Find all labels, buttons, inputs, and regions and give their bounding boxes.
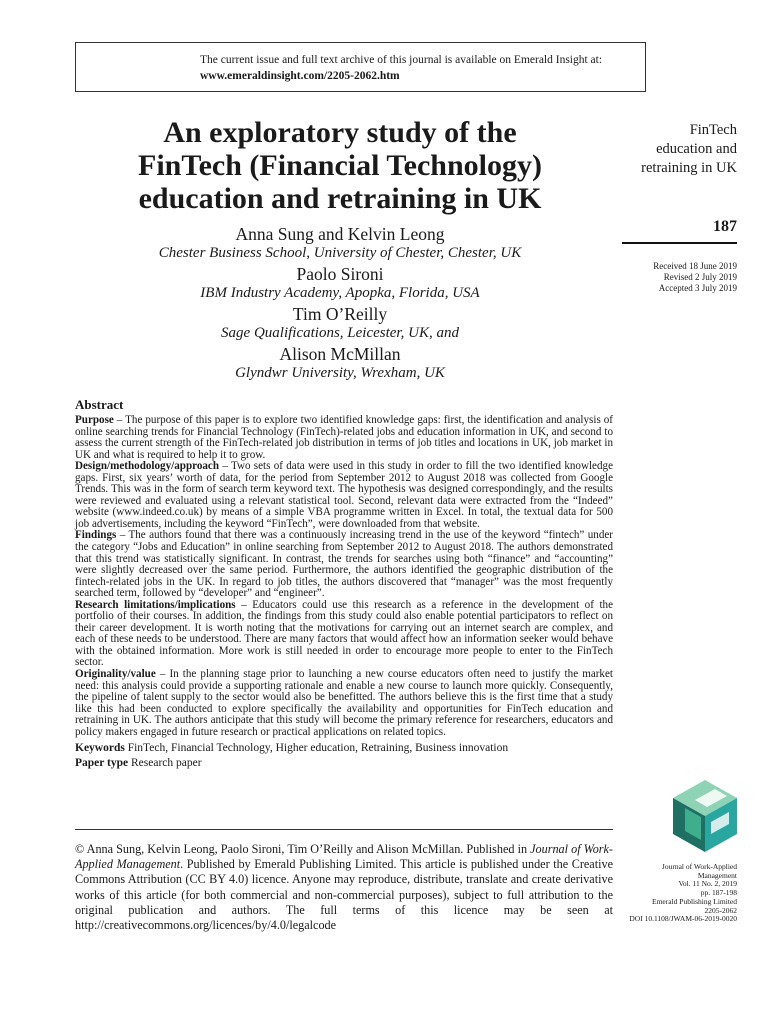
license-text: © Anna Sung, Kelvin Leong, Paolo Sironi, Tim O’Reilly and Alison McMillan. Published in	[75, 842, 531, 856]
title-line-1: An exploratory study of the	[163, 116, 517, 149]
author-name: Paolo Sironi	[296, 264, 384, 284]
section-text: – The purpose of this paper is to explore two identified knowledge gaps: first, the identification and analysis of online searching trends for Financial Technology (FinTech)-related jobs and education information in UK, and second to assess the current strength of the FinTech-related job distribution in terms of job titles and locations in UK, job market in UK and what is required to help it to grow.	[75, 414, 613, 461]
section-text: – The authors found that there was a continuously increasing trend in the use of the keyword “fintech” under the category “Jobs and Education” in online searching from September 2012 to August 2018. The authors demonstrated that this trend was statistically significant. In contrast, the trends for searches using both “finance” and “accounting” were slightly decreased over the same period. Furthermore, the authors identified the geographic distribution of the fintech-related jobs in the UK. In regard to job titles, the authors discovered that “manager” was the most frequently searched term, followed by “developer” and “engineer”.	[75, 529, 613, 600]
author-name: Tim O’Reilly	[292, 304, 388, 324]
journal-meta-line: pp. 187-198	[700, 888, 737, 898]
abstract-design	[75, 461, 613, 530]
doi-line: DOI 10.1108/JWAM-06-2019-0020	[629, 914, 737, 924]
archive-url-link[interactable]: www.emeraldinsight.com/2205-2062.htm	[200, 70, 400, 82]
author-affiliation: IBM Industry Academy, Apopka, Florida, USA	[200, 285, 480, 301]
keywords-text: FinTech, Financial Technology, Higher education, Retraining, Business innovation	[124, 742, 509, 755]
author-affiliation: Sage Qualifications, Leicester, UK, and	[221, 325, 459, 341]
title-line-2: FinTech (Financial Technology)	[138, 149, 542, 182]
running-title-line: education and	[656, 141, 737, 157]
author-name: Alison McMillan	[279, 344, 401, 364]
author-affiliation: Glyndwr University, Wrexham, UK	[235, 365, 445, 381]
section-text: – Two sets of data were used in this study in order to fill the two identified knowledge gaps. First, six years’ worth of data, for the period from September 2012 to August 2018 was collected from Google Trends. This was in the form of search term keyword text. The hypothesis was designed correspondingly, and the results were reviewed and evaluated using a relevant statistical tool. Second, relevant data were extracted from the “Indeed” website (www.indeed.co.uk) by means of a simple VBA programme written in Excel. In total, the textual data for 500 job advertisements, including the keyword “FinTech”, were downloaded from that website.	[75, 460, 613, 530]
paper-type-line	[75, 756, 613, 771]
journal-name: Journal of Work-Applied Management	[75, 842, 613, 872]
journal-meta-line: Vol. 11 No. 2, 2019	[678, 879, 737, 889]
author-name: Anna Sung and Kelvin Leong	[235, 224, 445, 244]
journal-meta-line: Management	[697, 870, 737, 880]
paper-type-label: Paper type	[75, 757, 129, 770]
section-label: Design/methodology/approach	[75, 460, 220, 473]
journal-meta-line: Journal of Work-Applied	[661, 862, 737, 871]
section-label: Originality/value	[75, 668, 156, 681]
section-label: Findings	[75, 529, 117, 542]
license-statement	[75, 829, 613, 933]
keywords-label: Keywords	[75, 742, 125, 755]
running-title-line: retraining in UK	[641, 160, 737, 176]
page-number: 187	[622, 218, 737, 244]
abstract-limitations	[75, 600, 613, 669]
abstract-heading: Abstract	[75, 397, 124, 412]
received-date: Received 18 June 2019	[653, 261, 737, 271]
section-label: Research limitations/implications	[75, 598, 236, 611]
section-text: – In the planning stage prior to launching a new course educators often need to justify the market need: this analysis could provide a supporting rationale and enable a new course to launch more quickly. Consequently, the pipeline of talent supply to the sector would also be benefitted. The authors believe this is the first time that a study like this had been conducted to explore specifically the availability and opportunities for FinTech education and retraining in UK. The authors anticipate that this study will become the primary reference for researchers, educators and policy makers engaged in future research or practical applications on related topics.	[75, 668, 613, 738]
emerald-logo-icon	[671, 778, 739, 859]
abstract-findings	[75, 530, 613, 599]
abstract-purpose	[75, 415, 613, 461]
submission-dates	[653, 261, 737, 294]
paper-title	[75, 116, 605, 215]
abstract	[75, 397, 613, 771]
section-text: – Educators could use this research as a reference in the development of the portfolio of their courses. In addition, the findings from this study could also enable potential participators to reflect on their career development. It is worth noting that the motivations for carrying out an internet search are complex, and each of these needs to be understood. There are many factors that would affect how an information seeker would behave with the obtained information. More work is still needed in order to encourage more people to enter to the FinTech sector.	[75, 598, 614, 669]
keywords-line	[75, 741, 613, 756]
author-affiliation: Chester Business School, University of Chester, Chester, UK	[158, 245, 522, 261]
revised-date: Revised 2 July 2019	[663, 272, 737, 282]
journal-meta-line: 2205-2062	[704, 905, 737, 915]
archive-notice-box	[75, 42, 646, 92]
license-text: . Published by Emerald Publishing Limited. This article is published under the Creative Commons Attribution (CC BY 4.0) licence. Anyone may reproduce, distribute, translate and create derivative works of this article (for both commercial and non-commercial purposes), subject to full attribution to the original publication and authors. The full terms of this licence may be seen at http://creativecommons.org/licences/by/4.0/legalcode	[75, 857, 613, 933]
running-title	[577, 121, 737, 178]
abstract-originality	[75, 669, 613, 738]
title-line-3: education and retraining in UK	[138, 182, 542, 215]
accepted-date: Accepted 3 July 2019	[658, 283, 737, 293]
author-block	[75, 224, 605, 384]
paper-type-text: Research paper	[128, 757, 202, 770]
journal-meta-line: Emerald Publishing Limited	[652, 896, 737, 906]
section-label: Purpose	[75, 414, 114, 426]
running-title-line: FinTech	[689, 122, 737, 138]
archive-notice-text: The current issue and full text archive of this journal is available on Emerald Insight at:	[200, 54, 603, 66]
journal-metadata	[612, 863, 737, 924]
